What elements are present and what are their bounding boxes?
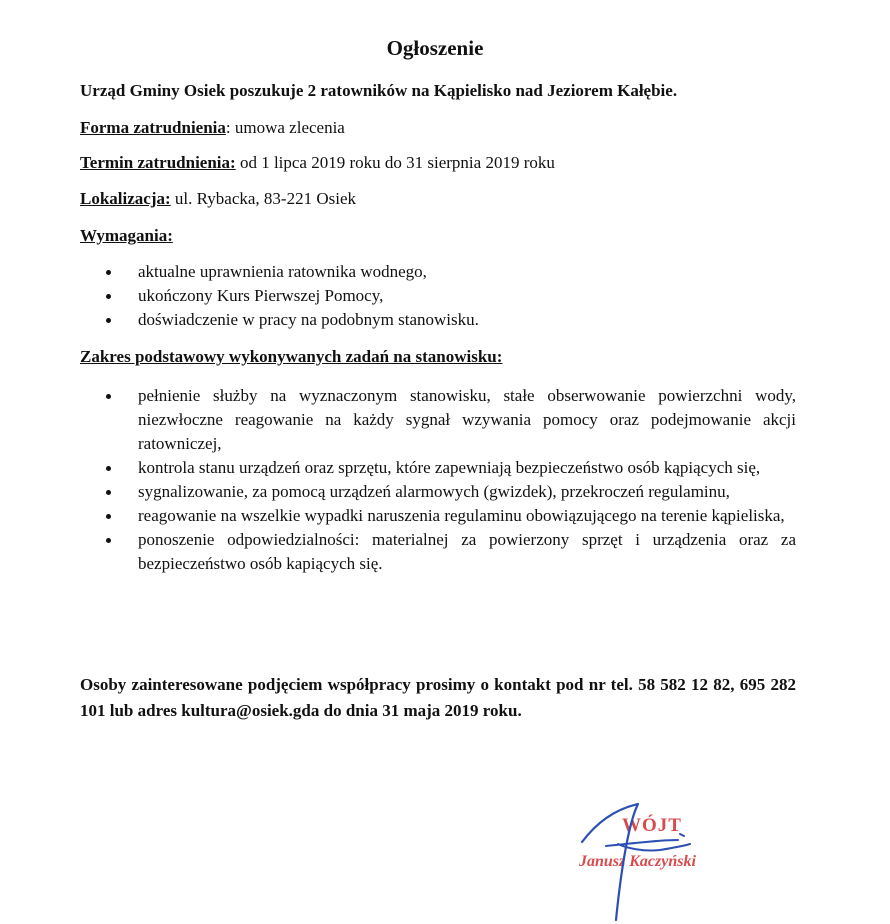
duty-item: pełnienie służby na wyznaczonym stanowisku, stałe obserwowanie powierzchni wody, niezwłoczne reagowanie na każdy sygnał wzywania pomocy oraz podejmowanie akcji ratowniczej, — [106, 384, 796, 456]
duties-list — [106, 384, 796, 576]
page-title: Ogłoszenie — [386, 36, 484, 60]
duty-item: ponoszenie odpowiedzialności: materialnej za powierzony sprzęt i urządzenia oraz za bezpieczeństwo osób kapiących się. — [106, 528, 796, 576]
headline: Urząd Gminy Osiek poszukuje 2 ratowników na Kąpielisko nad Jeziorem Kałębie. — [80, 81, 678, 100]
requirements-heading: Wymagania: — [80, 226, 173, 245]
handwritten-signature — [560, 800, 730, 922]
stamp-name: Janusz Kaczyński — [579, 853, 696, 870]
employment-form-line — [80, 117, 345, 139]
duties-heading: Zakres podstawowy wykonywanych zadań na stanowisku: — [80, 347, 503, 366]
duty-item: sygnalizowanie, za pomocą urządzeń alarmowych (gwizdek), przekroczeń regulaminu, — [106, 480, 796, 504]
stamp-title: WÓJT — [622, 815, 682, 836]
employment-form-value: : umowa zlecenia — [225, 118, 345, 137]
contact-paragraph: Osoby zainteresowane podjęciem współpracy prosimy o kontakt pod nr tel. 58 582 12 82, 695 282 101 lub adres kultura@osiek.gda do dnia 31 maja 2019 roku. — [80, 675, 796, 720]
employment-period-label: Termin zatrudnienia: — [80, 153, 236, 172]
location-label: Lokalizacja: — [80, 189, 171, 208]
duty-item: kontrola stanu urządzeń oraz sprzętu, które zapewniają bezpieczeństwo osób kąpiących się, — [106, 456, 796, 480]
employment-form-label: Forma zatrudnienia — [80, 118, 226, 137]
requirement-item: ukończony Kurs Pierwszej Pomocy, — [106, 284, 796, 308]
requirement-item: doświadczenie w pracy na podobnym stanowisku. — [106, 308, 796, 332]
duty-item: reagowanie na wszelkie wypadki naruszenia regulaminu obowiązującego na terenie kąpieliska, — [106, 504, 796, 528]
location-line — [80, 188, 356, 210]
location-value: ul. Rybacka, 83-221 Osiek — [170, 189, 356, 208]
employment-period-value: od 1 lipca 2019 roku do 31 sierpnia 2019 roku — [235, 153, 555, 172]
employment-period-line — [80, 152, 555, 174]
requirement-item: aktualne uprawnienia ratownika wodnego, — [106, 260, 796, 284]
requirements-list — [106, 260, 796, 332]
